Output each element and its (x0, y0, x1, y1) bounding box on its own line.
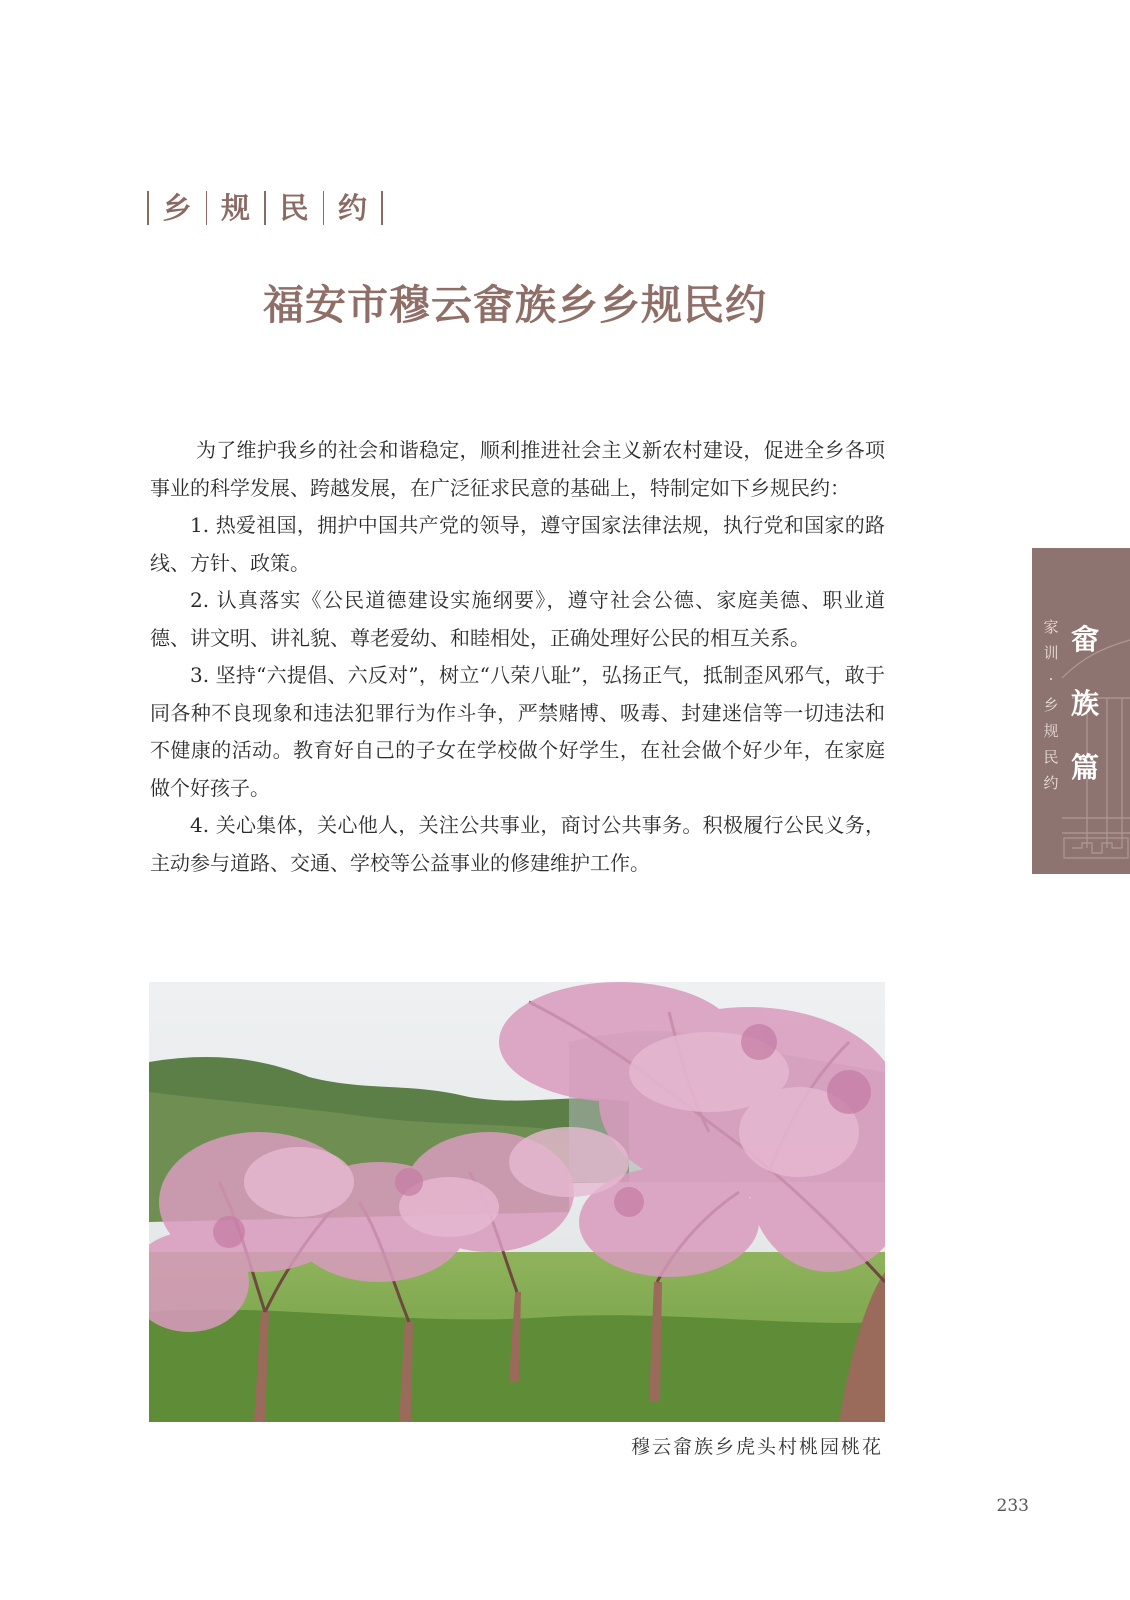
chapter-tab-subtitle-char: 约 (1043, 774, 1059, 792)
divider (381, 191, 383, 225)
chapter-tab-title (1070, 608, 1100, 800)
article-paragraph: 4. 关心集体，关心他人，关注公共事业，商讨公共事务。积极履行公民义务，主动参与道路、交通、学校等公益事业的修建维护工作。 (150, 813, 885, 875)
section-label (147, 188, 383, 228)
section-label-char: 乡 (162, 191, 192, 225)
section-label-char: 约 (338, 191, 368, 225)
article-paragraph: 1. 热爱祖国，拥护中国共产党的领导，遵守国家法律法规，执行党和国家的路线、方针、政策。 (150, 513, 885, 575)
body-text (150, 432, 885, 882)
chapter-tab-subtitle-char: · (1048, 670, 1054, 688)
page-title: 福安市穆云畲族乡乡规民约 (263, 281, 767, 329)
chapter-tab-title-char: 篇 (1070, 751, 1099, 784)
article-paragraph: 2. 认真落实《公民道德建设实施纲要》，遵守社会公德、家庭美德、职业道德、讲文明、讲礼貌、尊老爱幼、和睦相处，正确处理好公民的相互关系。 (150, 588, 885, 650)
page-number: 233 (996, 1496, 1029, 1516)
chapter-tab-title-char: 畲 (1070, 623, 1099, 656)
chapter-tab-subtitle (1040, 614, 1062, 796)
photo-caption: 穆云畲族乡虎头村桃园桃花 (630, 1436, 883, 1458)
chapter-tab-title-char: 族 (1070, 687, 1099, 720)
section-label-char: 民 (279, 191, 309, 225)
peach-blossom-photo (149, 982, 885, 1422)
chapter-tab (1032, 548, 1130, 874)
chapter-tab-subtitle-char: 训 (1043, 644, 1059, 662)
chapter-tab-subtitle-char: 家 (1043, 618, 1059, 636)
section-label-char: 规 (221, 191, 251, 225)
chapter-tab-subtitle-char: 乡 (1043, 696, 1059, 714)
intro-paragraph: 为了维护我乡的社会和谐稳定，顺利推进社会主义新农村建设，促进全乡各项事业的科学发展、跨越发展，在广泛征求民意的基础上，特制定如下乡规民约： (150, 438, 885, 500)
article-paragraph: 3. 坚持“六提倡、六反对”，树立“八荣八耻”，弘扬正气，抵制歪风邪气，敢于同各种不良现象和违法犯罪行为作斗争，严禁赌博、吸毒、封建迷信等一切违法和不健康的活动。教育好自己的子女在学校做个好学生，在社会做个好少年，在家庭做个好孩子。 (150, 663, 885, 800)
chapter-tab-subtitle-char: 民 (1043, 748, 1059, 766)
chapter-tab-subtitle-char: 规 (1043, 722, 1059, 740)
